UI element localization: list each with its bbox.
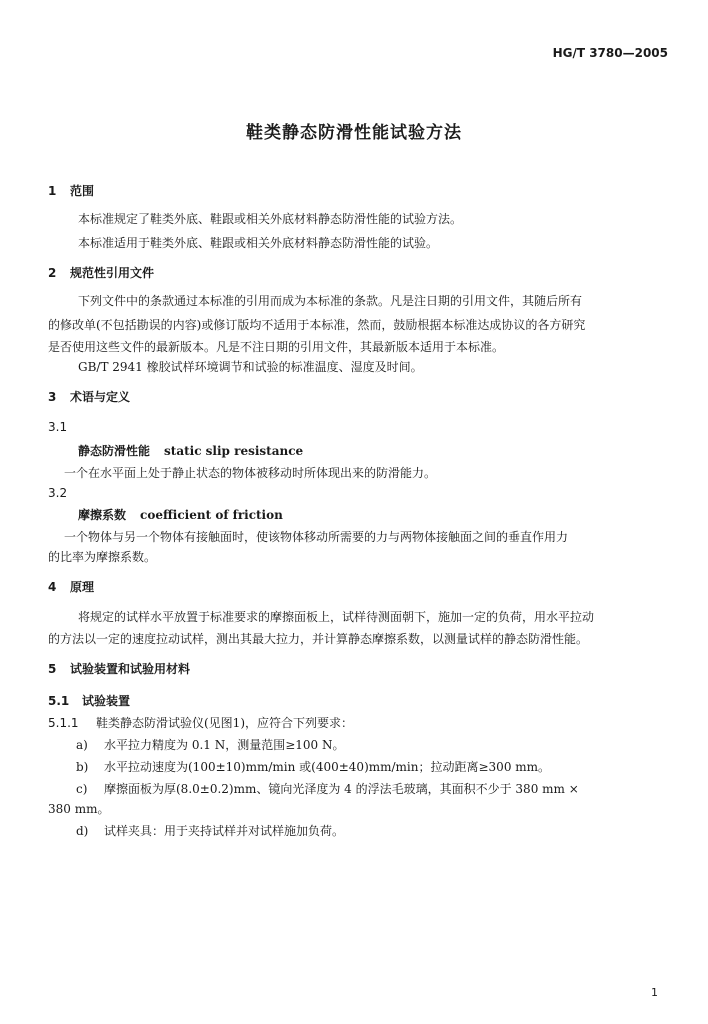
section-number: 1 (48, 184, 57, 198)
list-label: b) (76, 760, 89, 774)
section-number: 5 (48, 662, 57, 676)
list-text: 试样夹具：用于夹持试样并对试样施加负荷。 (104, 824, 345, 838)
list-text: 水平拉动速度为(100±10)mm/min 或(400±40)mm/min；拉动距离≥300 mm。 (104, 760, 551, 774)
clause-text: 鞋类静态防滑试验仪(见图1)，应符合下列要求： (96, 716, 353, 730)
list-label: d) (76, 824, 89, 838)
clause-number: 5.1.1 (48, 716, 79, 730)
section-number: 3 (48, 390, 57, 404)
term-coefficient-of-friction (78, 506, 283, 523)
term-static-slip-resistance (78, 442, 303, 459)
section-number: 2 (48, 266, 57, 280)
paragraph-line: 的方法以一定的速度拉动试样，测出其最大拉力，并计算静态摩擦系数，以测量试样的静态防滑性能。 (48, 632, 589, 646)
list-label: a) (76, 738, 88, 752)
section-3-heading (48, 388, 130, 405)
standard-code: HG/T 3780—2005 (552, 46, 668, 60)
paragraph: 本标准适用于鞋类外底、鞋跟或相关外底材料静态防滑性能的试验。 (78, 236, 439, 250)
term-zh: 摩擦系数 (78, 508, 127, 522)
section-5-heading (48, 660, 190, 677)
section-1-heading (48, 182, 94, 199)
list-item-c (76, 780, 579, 797)
paragraph-line: 下列文件中的条款通过本标准的引用而成为本标准的条款。凡是注日期的引用文件，其随后所有 (78, 294, 583, 308)
paragraph-line: 将规定的试样水平放置于标准要求的摩擦面板上，试样待测面朝下，施加一定的负荷，用水平拉动 (78, 610, 595, 624)
list-item-a (76, 736, 345, 753)
section-4-heading (48, 578, 94, 595)
section-2-heading (48, 264, 154, 281)
definition-line: 的比率为摩擦系数。 (48, 550, 157, 564)
list-item-b (76, 758, 550, 775)
list-item-d (76, 822, 344, 839)
paragraph: 本标准规定了鞋类外底、鞋跟或相关外底材料静态防滑性能的试验方法。 (78, 212, 463, 226)
term-en: static slip resistance (164, 444, 304, 458)
list-item-c-continued: 380 mm。 (48, 802, 110, 816)
page-title: 鞋类静态防滑性能试验方法 (246, 123, 462, 143)
section-title: 规范性引用文件 (70, 266, 155, 280)
list-text: 水平拉力精度为 0.1 N，测量范围≥100 N。 (104, 738, 345, 752)
list-text: 摩擦面板为厚(8.0±0.2)mm、镜向光泽度为 4 的浮法毛玻璃，其面积不少于 380 mm × (104, 782, 579, 796)
section-title: 原理 (70, 580, 95, 594)
term-zh: 静态防滑性能 (78, 444, 151, 458)
section-title: 试验装置和试验用材料 (70, 662, 191, 676)
definition-line: 一个物体与另一个物体有接触面时，使该物体移动所需要的力与两物体接触面之间的垂直作用力 (64, 530, 569, 544)
paragraph-line: 是否使用这些文件的最新版本。凡是不注日期的引用文件，其最新版本适用于本标准。 (48, 340, 505, 354)
page-number: 1 (651, 986, 658, 999)
clause-3-2-number: 3.2 (48, 486, 68, 500)
paragraph-line: 的修改单(不包括勘误的内容)或修订版均不适用于本标准，然而，鼓励根据本标准达成协议的各方研究 (48, 318, 586, 332)
definition: 一个在水平面上处于静止状态的物体被移动时所体现出来的防滑能力。 (64, 466, 437, 480)
section-number: 4 (48, 580, 57, 594)
section-number: 5.1 (48, 694, 70, 708)
term-en: coefficient of friction (140, 508, 283, 522)
reference-gbt2941: GB/T 2941 橡胶试样环境调节和试验的标准温度、湿度及时间。 (78, 360, 423, 374)
section-title: 范围 (70, 184, 95, 198)
list-label: c) (76, 782, 88, 796)
clause-5-1-1 (48, 714, 353, 731)
clause-3-1-number: 3.1 (48, 420, 68, 434)
section-title: 术语与定义 (70, 390, 131, 404)
section-title: 试验装置 (82, 694, 131, 708)
subsection-5-1-heading (48, 692, 130, 709)
